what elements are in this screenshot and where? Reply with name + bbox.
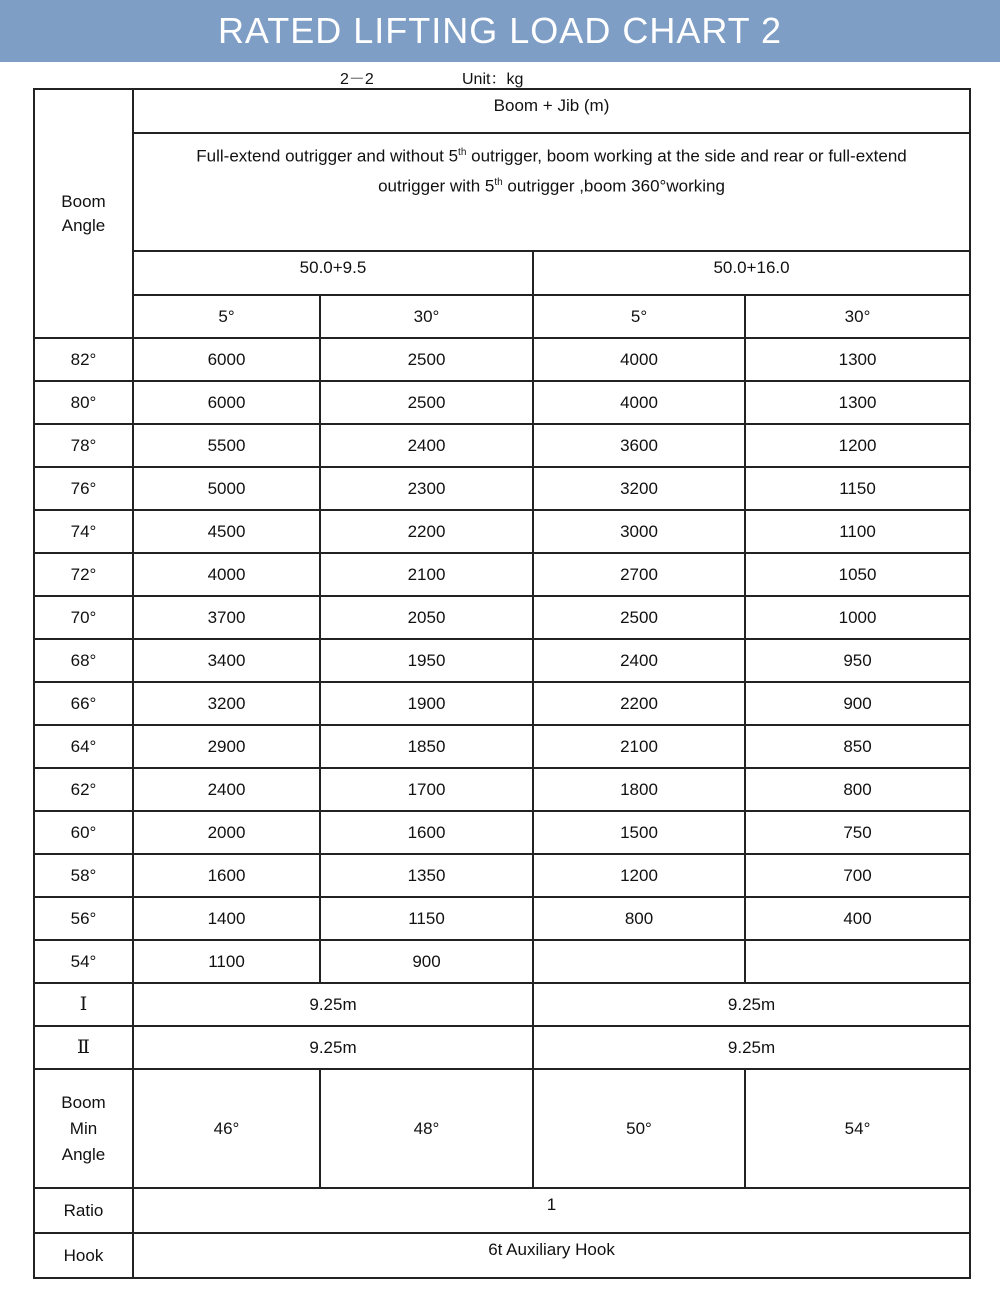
load-value-cell: 1200 [533, 854, 745, 897]
load-value-cell: 2000 [133, 811, 320, 854]
load-value-cell: 4000 [133, 553, 320, 596]
section-label-cell: Ⅰ [34, 983, 133, 1026]
boom-angle-cell: 62° [34, 768, 133, 811]
load-value-cell: 2100 [533, 725, 745, 768]
section-value-cell: 9.25m [133, 1026, 533, 1069]
chart-code: 2－2 [340, 71, 374, 88]
load-value-cell: 2500 [320, 338, 533, 381]
load-value-cell: 2100 [320, 553, 533, 596]
load-value-cell: 2050 [320, 596, 533, 639]
boom-angle-cell: 58° [34, 854, 133, 897]
load-value-cell: 2400 [533, 639, 745, 682]
load-value-cell: 800 [533, 897, 745, 940]
boom-angle-cell: 82° [34, 338, 133, 381]
load-value-cell: 1300 [745, 381, 970, 424]
load-value-cell: 1950 [320, 639, 533, 682]
boom-angle-cell: 66° [34, 682, 133, 725]
load-value-cell: 2400 [320, 424, 533, 467]
boom-angle-cell: 78° [34, 424, 133, 467]
table-row [34, 510, 970, 553]
load-value-cell: 750 [745, 811, 970, 854]
min-angle-value-cell: 48° [320, 1069, 533, 1188]
boom-angle-cell: 60° [34, 811, 133, 854]
load-value-cell: 3000 [533, 510, 745, 553]
load-value-cell: 1150 [320, 897, 533, 940]
table-row [34, 854, 970, 897]
load-value-cell: 800 [745, 768, 970, 811]
load-value-cell: 1100 [745, 510, 970, 553]
section-label-cell: Ⅱ [34, 1026, 133, 1069]
min-angle-value-cell: 46° [133, 1069, 320, 1188]
load-value-cell: 1300 [745, 338, 970, 381]
load-value-cell: 1000 [745, 596, 970, 639]
min-angle-value-cell: 50° [533, 1069, 745, 1188]
load-value-cell: 2300 [320, 467, 533, 510]
load-value-cell: 400 [745, 897, 970, 940]
min-angle-row [34, 1069, 970, 1188]
load-value-cell: 2200 [320, 510, 533, 553]
load-value-cell: 3600 [533, 424, 745, 467]
table-row [34, 682, 970, 725]
outrigger-condition: Full-extend outrigger and without 5th outrigger, boom working at the side and rear or full-extend outrigger with 5th outrigger ,boom 360°working [133, 133, 970, 251]
boom-angle-cell: 72° [34, 553, 133, 596]
load-value-cell: 1500 [533, 811, 745, 854]
ratio-value-cell: 1 [133, 1188, 970, 1233]
boom-angle-cell: 70° [34, 596, 133, 639]
load-value-cell: 950 [745, 639, 970, 682]
load-value-cell: 700 [745, 854, 970, 897]
boom-angle-header: Boom Angle [34, 89, 133, 338]
load-value-cell: 3200 [133, 682, 320, 725]
load-value-cell [533, 940, 745, 983]
load-value-cell: 2500 [533, 596, 745, 639]
load-value-cell: 4000 [533, 338, 745, 381]
load-value-cell: 3700 [133, 596, 320, 639]
min-angle-value-cell: 54° [745, 1069, 970, 1188]
load-value-cell: 1700 [320, 768, 533, 811]
offset-header: 30° [320, 295, 533, 338]
load-value-cell: 6000 [133, 338, 320, 381]
boom-angle-cell: 74° [34, 510, 133, 553]
table-row [34, 940, 970, 983]
load-value-cell: 3200 [533, 467, 745, 510]
load-value-cell: 1900 [320, 682, 533, 725]
load-value-cell: 1050 [745, 553, 970, 596]
load-value-cell: 1100 [133, 940, 320, 983]
load-value-cell: 850 [745, 725, 970, 768]
boom-angle-cell: 80° [34, 381, 133, 424]
section-value-cell: 9.25m [533, 1026, 970, 1069]
table-row [34, 811, 970, 854]
load-value-cell: 2500 [320, 381, 533, 424]
offset-header: 5° [133, 295, 320, 338]
table-row [34, 897, 970, 940]
load-value-cell: 1150 [745, 467, 970, 510]
load-value-cell: 1600 [320, 811, 533, 854]
load-value-cell: 1850 [320, 725, 533, 768]
length-header-1: 50.0+9.5 [133, 251, 533, 295]
load-value-cell: 6000 [133, 381, 320, 424]
boom-angle-cell: 76° [34, 467, 133, 510]
boom-angle-cell: 56° [34, 897, 133, 940]
load-value-cell: 5500 [133, 424, 320, 467]
section-value-cell: 9.25m [133, 983, 533, 1026]
ratio-row [34, 1188, 970, 1233]
load-value-cell: 1400 [133, 897, 320, 940]
table-row [34, 639, 970, 682]
hook-row [34, 1233, 970, 1278]
table-row [34, 768, 970, 811]
load-value-cell: 5000 [133, 467, 320, 510]
table-row [34, 338, 970, 381]
load-value-cell: 2900 [133, 725, 320, 768]
load-value-cell: 1350 [320, 854, 533, 897]
load-value-cell: 4500 [133, 510, 320, 553]
table-row [34, 596, 970, 639]
page-title: RATED LIFTING LOAD CHART 2 [0, 0, 1000, 62]
load-value-cell [745, 940, 970, 983]
load-value-cell: 900 [320, 940, 533, 983]
load-value-cell: 1600 [133, 854, 320, 897]
length-header-2: 50.0+16.0 [533, 251, 970, 295]
load-value-cell: 3400 [133, 639, 320, 682]
load-value-cell: 1800 [533, 768, 745, 811]
load-value-cell: 4000 [533, 381, 745, 424]
section-row [34, 983, 970, 1026]
hook-label-cell: Hook [34, 1233, 133, 1278]
boom-angle-cell: 64° [34, 725, 133, 768]
offset-header: 5° [533, 295, 745, 338]
hook-value-cell: 6t Auxiliary Hook [133, 1233, 970, 1278]
ratio-label-cell: Ratio [34, 1188, 133, 1233]
table-row [34, 467, 970, 510]
load-value-cell: 2400 [133, 768, 320, 811]
load-value-cell: 1200 [745, 424, 970, 467]
section-row [34, 1026, 970, 1069]
offset-header: 30° [745, 295, 970, 338]
boom-angle-cell: 68° [34, 639, 133, 682]
load-value-cell: 2200 [533, 682, 745, 725]
load-chart-table [33, 88, 971, 1279]
boom-angle-cell: 54° [34, 940, 133, 983]
load-value-cell: 900 [745, 682, 970, 725]
boom-jib-header: Boom + Jib (m) [133, 89, 970, 133]
section-value-cell: 9.25m [533, 983, 970, 1026]
table-row [34, 553, 970, 596]
table-row [34, 381, 970, 424]
table-row [34, 725, 970, 768]
min-angle-label-cell: Boom Min Angle [34, 1069, 133, 1188]
table-row [34, 424, 970, 467]
unit-label: Unit：kg [462, 71, 524, 88]
load-value-cell: 2700 [533, 553, 745, 596]
